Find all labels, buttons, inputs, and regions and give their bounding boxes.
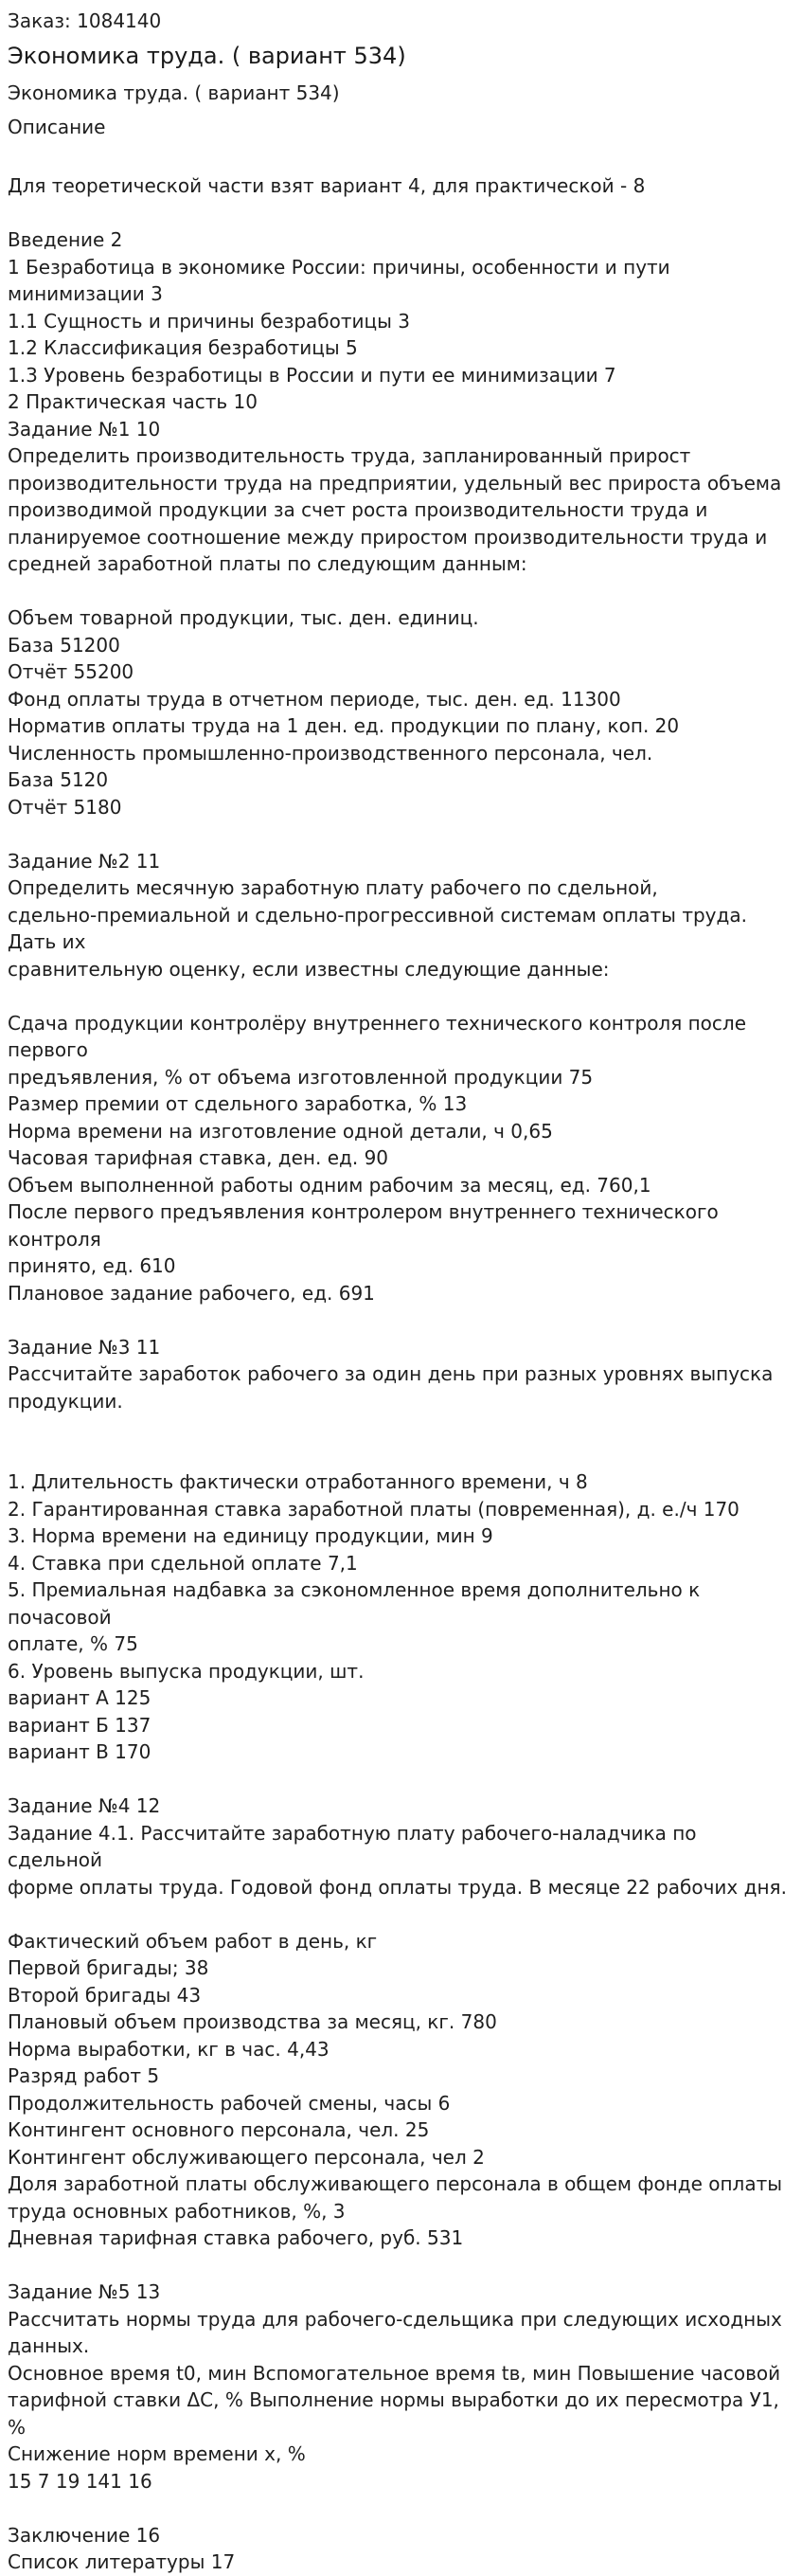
text-line: Фонд оплаты труда в отчетном периоде, тыс. ден. ед. 11300 <box>8 687 621 711</box>
text-line: труда основных работников, %, 3 <box>8 2199 346 2223</box>
text-line <box>8 982 794 1010</box>
text-line: Доля заработной платы обслуживающего персонала в общем фонде оплаты <box>8 2172 783 2195</box>
text-line: База 51200 <box>8 633 120 657</box>
text-line: Рассчитайте заработок рабочего за один день при разных уровнях выпуска <box>8 1362 774 1385</box>
page-title: Экономика труда. ( вариант 534) <box>8 43 406 69</box>
text-line: 2 Практическая часть 10 <box>8 390 258 413</box>
text-line: Объем товарной продукции, тыс. ден. единиц. <box>8 606 479 629</box>
text-line: Плановое задание рабочего, ед. 691 <box>8 1281 375 1305</box>
text-line: Задание 4.1. Рассчитайте заработную плату рабочего-наладчика по сдельной <box>8 1821 703 1871</box>
text-line <box>8 2252 794 2279</box>
text-line <box>8 820 794 848</box>
text-line <box>8 1766 794 1793</box>
text-line: Заключение 16 <box>8 2523 161 2547</box>
text-line: продукции. <box>8 1389 123 1413</box>
text-line: Задание №5 13 <box>8 2280 161 2303</box>
text-line: Размер премии от сдельного заработка, % 13 <box>8 1092 468 1115</box>
text-line: форме оплаты труда. Годовой фонд оплаты труда. В месяце 22 рабочих дня. <box>8 1875 787 1899</box>
text-line: производимой продукции за счет роста производительности труда и <box>8 498 708 521</box>
text-line <box>8 578 794 605</box>
text-line: Задание №2 11 <box>8 849 161 873</box>
text-line: данных. <box>8 2334 90 2357</box>
text-line: Первой бригады; 38 <box>8 1956 209 1979</box>
text-line <box>8 1900 794 1928</box>
text-line: 2. Гарантированная ставка заработной платы (повременная), д. е./ч 170 <box>8 1497 740 1521</box>
text-line: Основное время t0, мин Вспомогательное время tв, мин Повышение часовой <box>8 2361 781 2385</box>
text-line: Для теоретической части взят вариант 4, для практической - 8 <box>8 174 646 197</box>
text-line <box>8 200 794 227</box>
text-line: тарифной ставки ΔС, % Выполнение нормы выработки до их пересмотра У1, % <box>8 2388 786 2439</box>
text-line: 1 Безработица в экономике России: причины, особенности и пути минимизации 3 <box>8 255 677 305</box>
text-line: Норма времени на изготовление одной детали, ч 0,65 <box>8 1119 553 1143</box>
text-line: 1.2 Классификация безработицы 5 <box>8 336 358 359</box>
text-line: Дневная тарифная ставка рабочего, руб. 531 <box>8 2226 464 2249</box>
text-line: 1.1 Сущность и причины безработицы 3 <box>8 309 410 333</box>
text-line: Отчёт 5180 <box>8 795 122 819</box>
text-line: вариант Б 137 <box>8 1713 151 1737</box>
text-line: 15 7 19 141 16 <box>8 2469 152 2493</box>
text-line: 4. Ставка при сдельной оплате 7,1 <box>8 1551 358 1575</box>
text-line: Список литературы 17 <box>8 2550 236 2573</box>
text-line: принято, ед. 610 <box>8 1254 176 1277</box>
text-line: Норматив оплаты труда на 1 ден. ед. продукции по плану, коп. 20 <box>8 714 680 737</box>
text-line <box>8 2495 794 2522</box>
text-line: База 5120 <box>8 768 109 791</box>
text-line: Задание №1 10 <box>8 417 161 441</box>
text-line: Задание №4 12 <box>8 1794 161 1817</box>
text-line <box>8 1414 794 1442</box>
text-line: оплате, % 75 <box>8 1632 138 1655</box>
text-line: Определить месячную заработную плату рабочего по сдельной, <box>8 876 658 899</box>
text-line: Контингент обслуживающего персонала, чел 2 <box>8 2145 485 2169</box>
text-line: Плановый объем производства за месяц, кг. 780 <box>8 2010 497 2033</box>
text-line: Сдача продукции контролёру внутреннего технического контроля после первого <box>8 1011 753 1061</box>
text-line: Второй бригады 43 <box>8 1983 202 2007</box>
text-line: После первого предъявления контролером внутреннего технического контроля <box>8 1200 725 1251</box>
order-number: Заказ: 1084140 <box>8 9 162 32</box>
text-line: 1. Длительность фактически отработанного времени, ч 8 <box>8 1470 588 1493</box>
text-line: Отчёт 55200 <box>8 660 134 683</box>
page-subtitle: Экономика труда. ( вариант 534) <box>8 81 340 104</box>
text-line: 1.3 Уровень безработицы в России и пути ее минимизации 7 <box>8 363 616 387</box>
description-body <box>8 172 794 2576</box>
description-label: Описание <box>8 116 106 138</box>
text-line: Разряд работ 5 <box>8 2064 160 2087</box>
text-line: Задание №3 11 <box>8 1335 161 1359</box>
text-line: 5. Премиальная надбавка за сэкономленное время дополнительно к почасовой <box>8 1578 706 1629</box>
text-line: вариант А 125 <box>8 1686 151 1709</box>
text-line: Фактический объем работ в день, кг <box>8 1929 378 1953</box>
text-line: Продолжительность рабочей смены, часы 6 <box>8 2091 451 2115</box>
text-line: Норма выработки, кг в час. 4,43 <box>8 2037 330 2061</box>
text-line: сравнительную оценку, если известны следующие данные: <box>8 957 610 981</box>
text-line: Введение 2 <box>8 228 123 251</box>
text-line: вариант В 170 <box>8 1740 151 1763</box>
text-line: Снижение норм времени х, % <box>8 2442 306 2465</box>
text-line: средней заработной платы по следующим данным: <box>8 552 527 575</box>
text-line: Численность промышленно-производственного персонала, чел. <box>8 741 653 765</box>
text-line: производительности труда на предприятии, удельный вес прироста объема <box>8 471 782 495</box>
text-line: планируемое соотношение между приростом производительности труда и <box>8 525 768 549</box>
text-line: Объем выполненной работы одним рабочим за месяц, ед. 760,1 <box>8 1173 651 1197</box>
text-line: Контингент основного персонала, чел. 25 <box>8 2118 430 2141</box>
text-line <box>8 1442 794 1469</box>
text-line: Часовая тарифная ставка, ден. ед. 90 <box>8 1146 389 1169</box>
text-line: Рассчитать нормы труда для рабочего-сдельщика при следующих исходных <box>8 2307 782 2331</box>
text-line: Определить производительность труда, запланированный прирост <box>8 444 691 467</box>
text-line: 6. Уровень выпуска продукции, шт. <box>8 1659 365 1683</box>
text-line: 3. Норма времени на единицу продукции, мин 9 <box>8 1524 493 1547</box>
text-line: предъявления, % от объема изготовленной продукции 75 <box>8 1065 594 1089</box>
text-line <box>8 1306 794 1334</box>
text-line: сдельно-премиальной и сдельно-прогрессивной системам оплаты труда. Дать их <box>8 903 754 953</box>
